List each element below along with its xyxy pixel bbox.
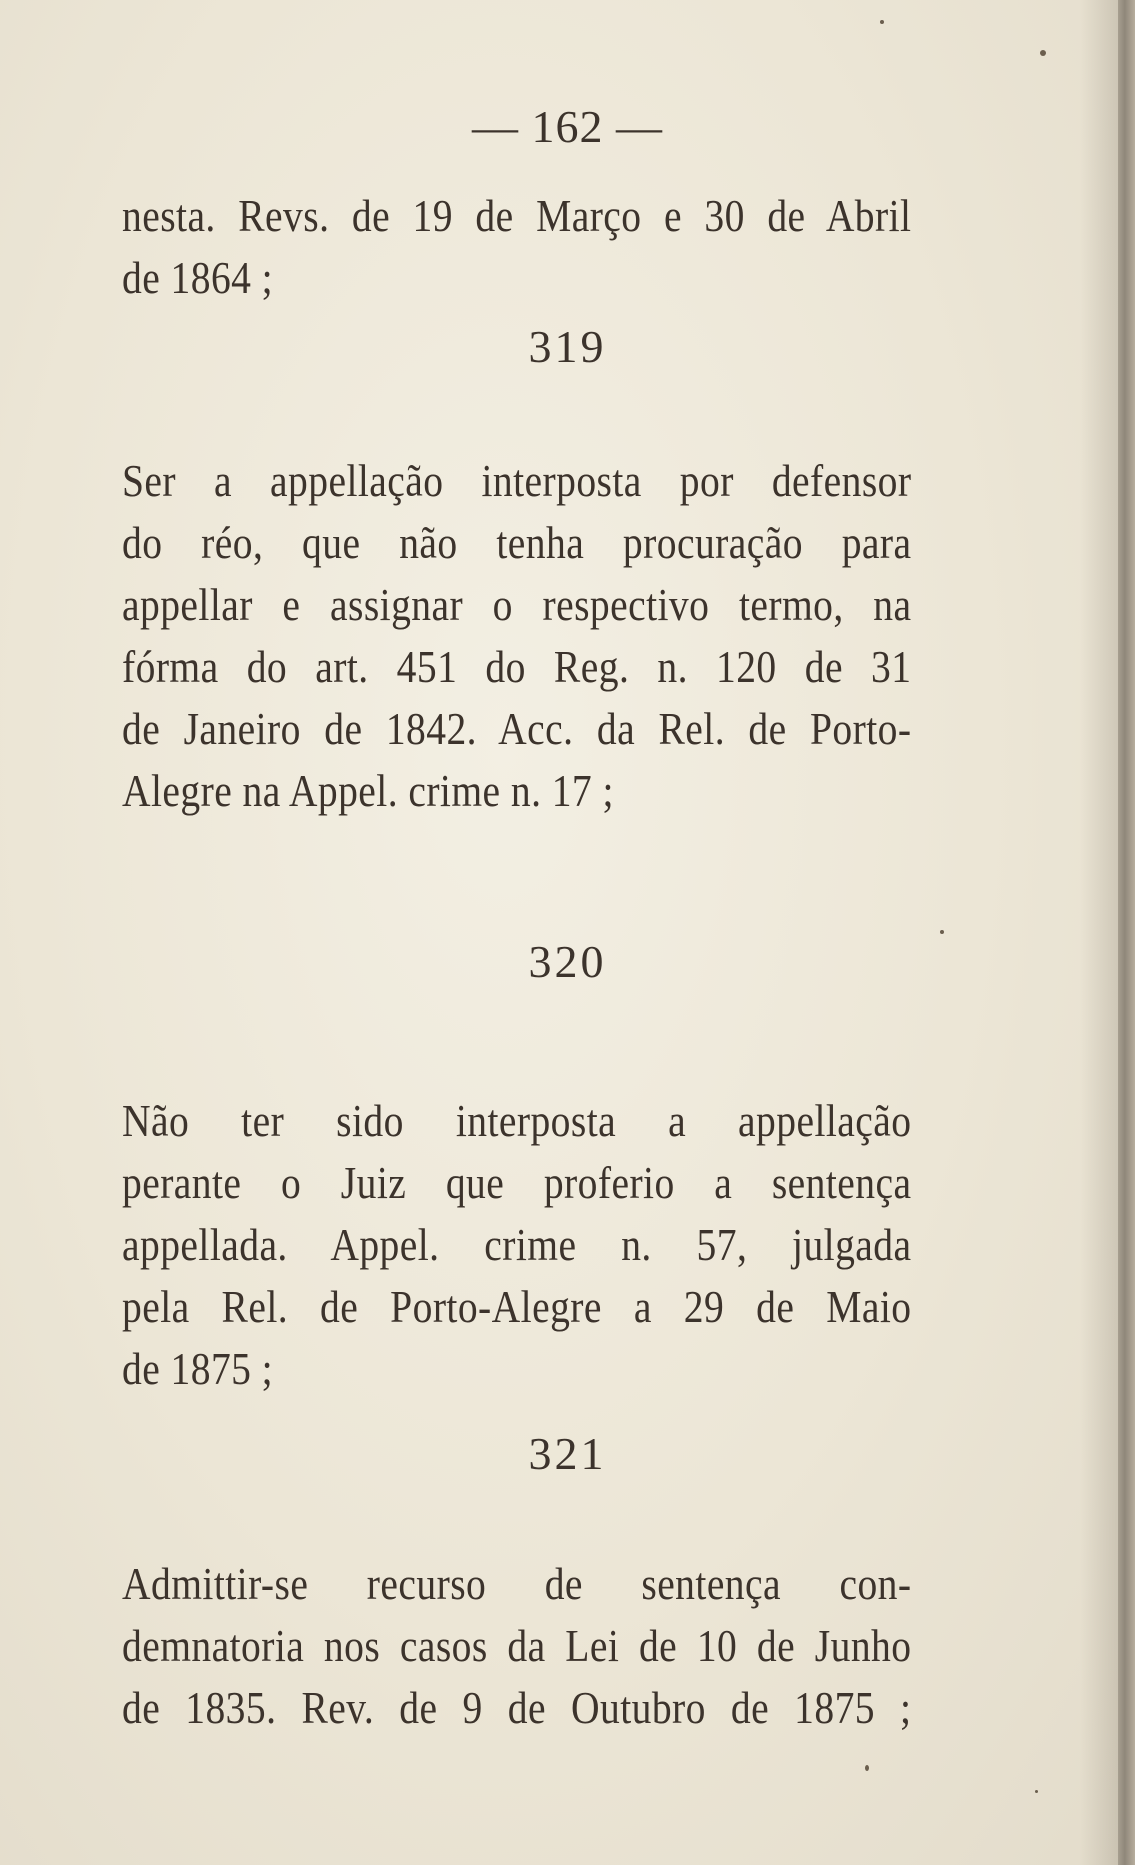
paper-speck (1040, 50, 1046, 56)
text-line: de 1864 ; (122, 252, 274, 303)
intro-paragraph (122, 185, 911, 309)
text-line: Admittir-se recurso de sentença con- (122, 1558, 912, 1609)
text-line: Ser a appellação interposta por defensor (122, 455, 912, 506)
section-319-paragraph (122, 450, 911, 822)
section-heading-319: 319 (528, 321, 607, 372)
text-line: de 1875 ; (122, 1343, 274, 1394)
text-line: pela Rel. de Porto-Alegre a 29 de Maio (122, 1281, 912, 1332)
text-line: Não ter sido interposta a appellação (122, 1095, 912, 1146)
section-heading-321: 321 (528, 1428, 607, 1479)
paper-speck (940, 930, 944, 934)
text-line: fórma do art. 451 do Reg. n. 120 de 31 (122, 641, 912, 692)
text-line: de Janeiro de 1842. Acc. da Rel. de Porto- (122, 703, 912, 754)
page-number: — 162 — (472, 101, 663, 152)
text-line: demnatoria nos casos da Lei de 10 de Junho (122, 1620, 912, 1671)
paper-speck (1035, 1790, 1038, 1793)
section-321-paragraph (122, 1553, 911, 1739)
page-fold-shadow (1080, 0, 1118, 1865)
text-line: appellar e assignar o respectivo termo, na (122, 579, 912, 630)
text-line: de 1835. Rev. de 9 de Outubro de 1875 ; (122, 1682, 912, 1733)
paper-speck (865, 1765, 869, 1771)
text-line: do réo, que não tenha procuração para (122, 517, 912, 568)
section-320-paragraph (122, 1090, 911, 1400)
page-edge (1118, 0, 1135, 1865)
text-line: perante o Juiz que proferio a sentença (122, 1157, 912, 1208)
text-line: appellada. Appel. crime n. 57, julgada (122, 1219, 912, 1270)
text-line: nesta. Revs. de 19 de Março e 30 de Abril (122, 190, 912, 241)
text-line: Alegre na Appel. crime n. 17 ; (122, 765, 614, 816)
section-heading-320: 320 (528, 936, 607, 987)
paper-speck (880, 20, 884, 24)
